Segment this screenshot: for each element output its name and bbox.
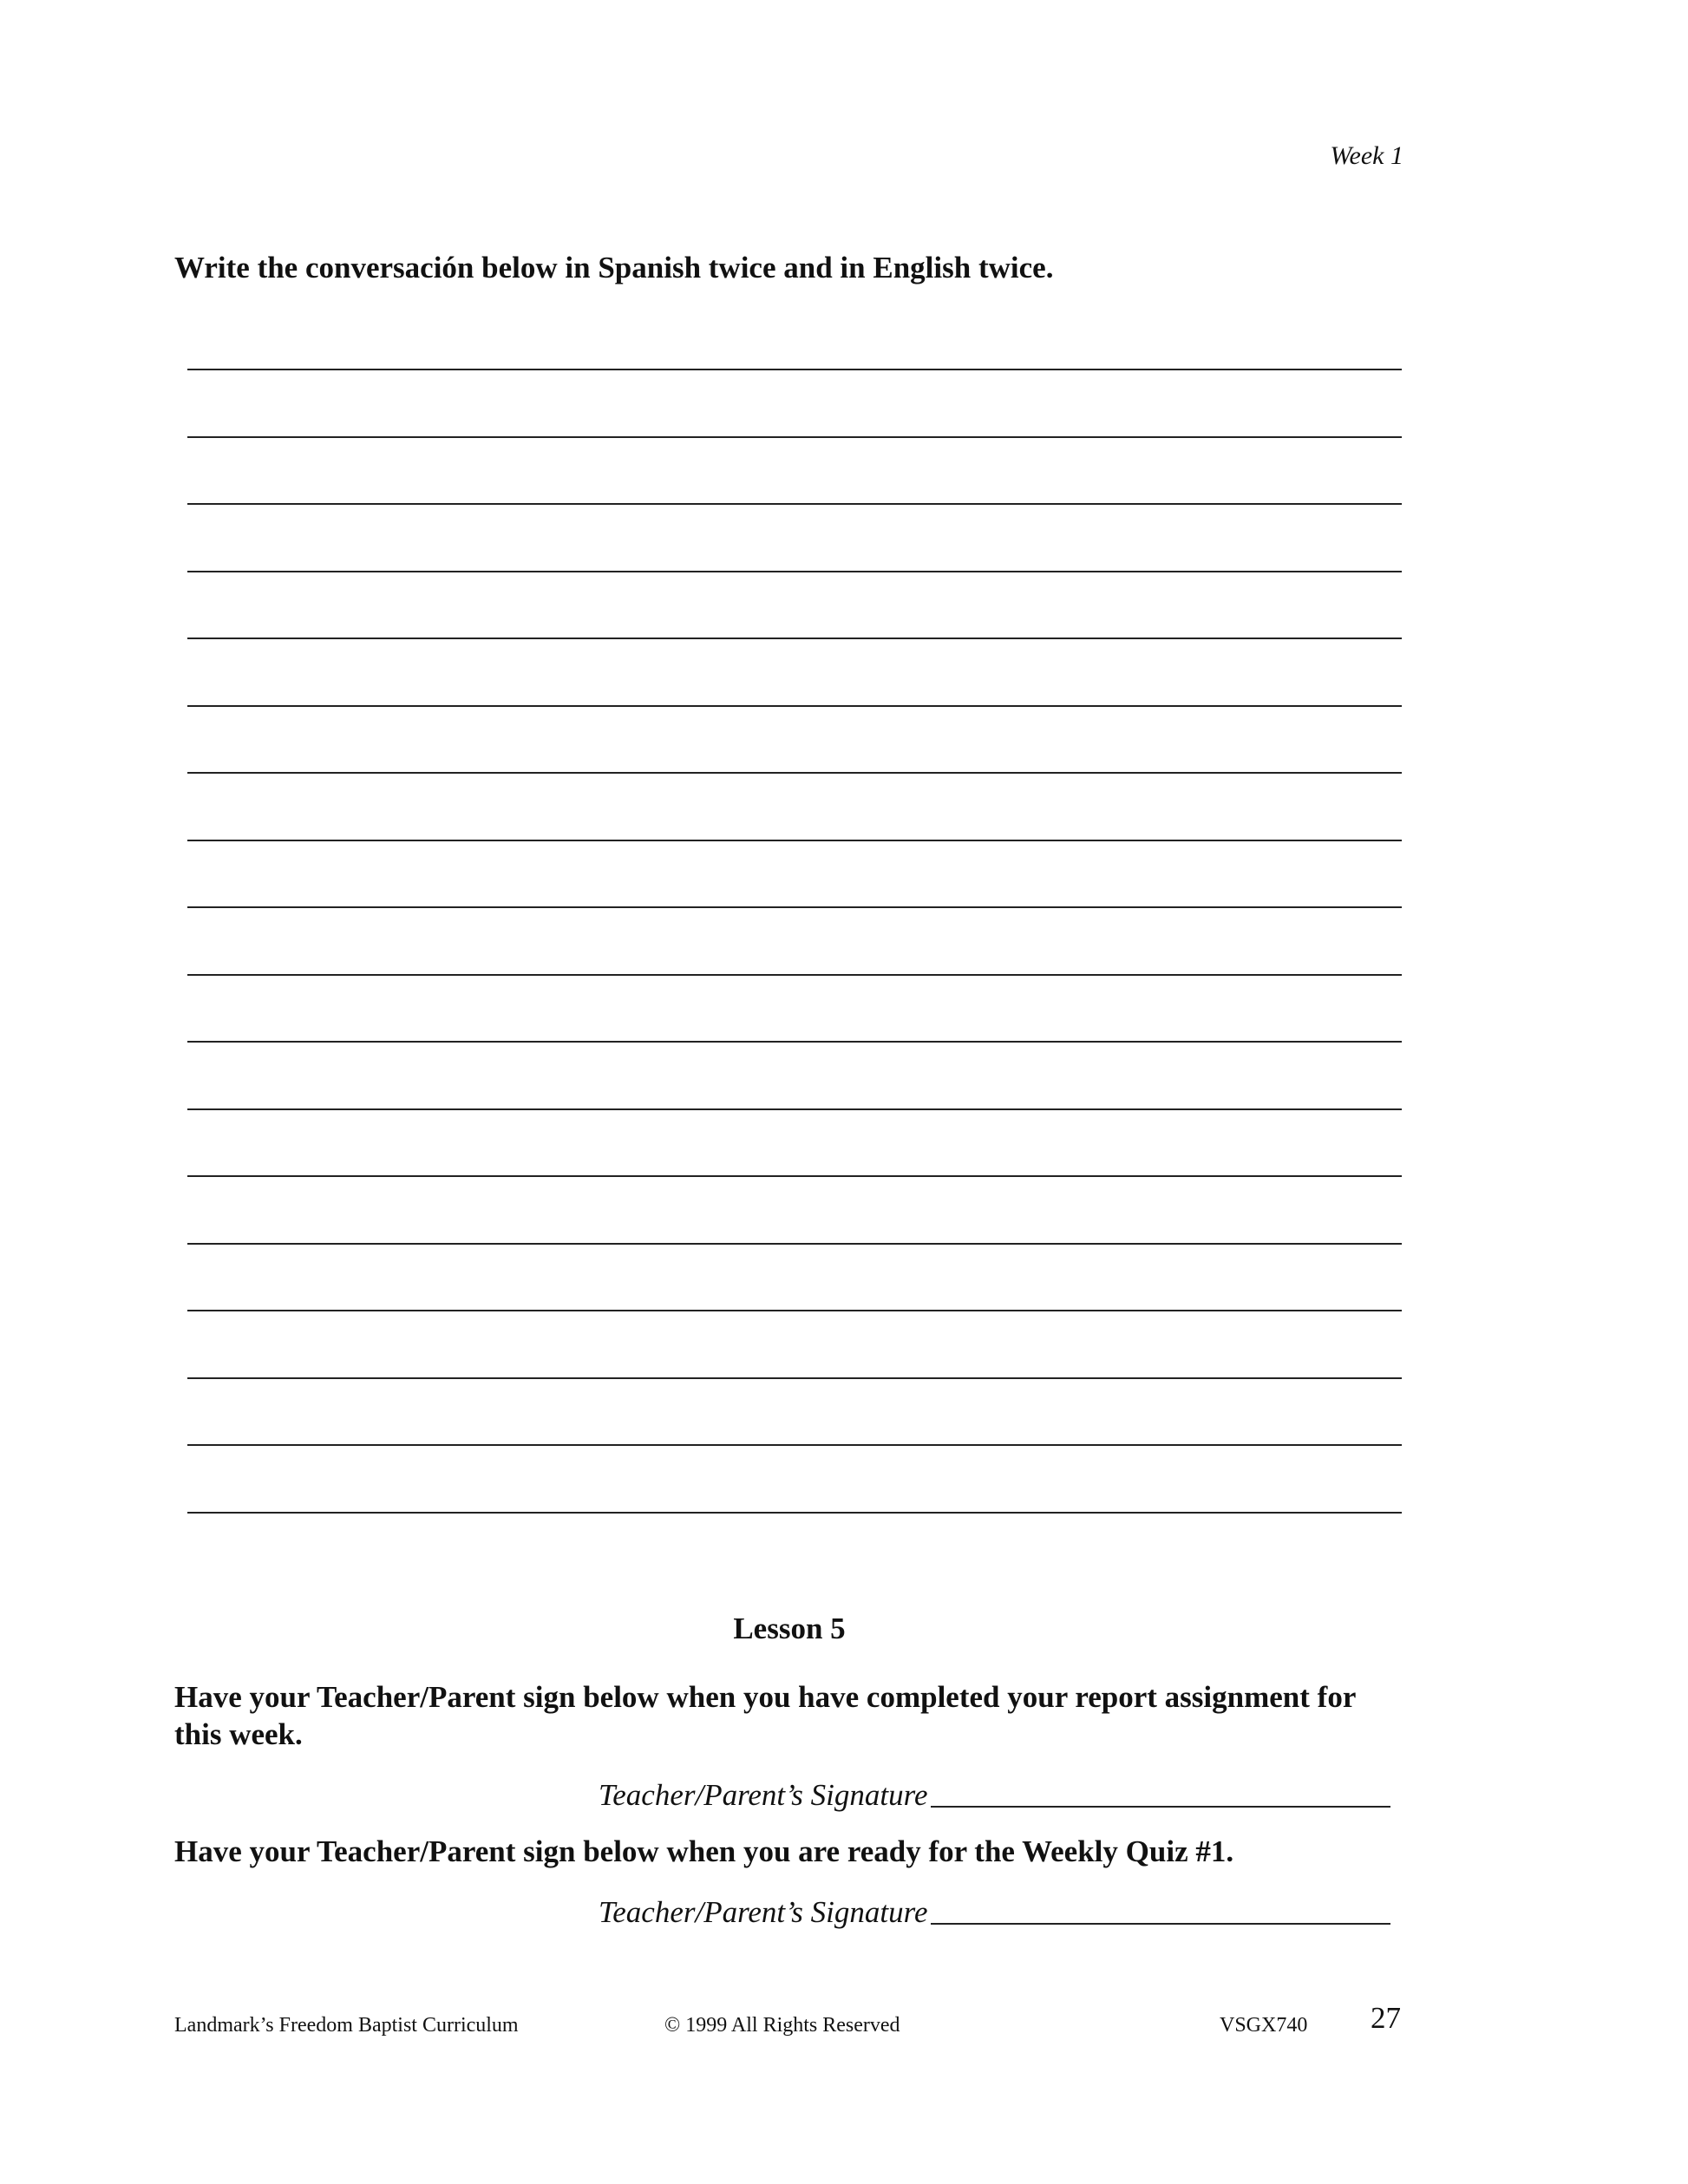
writing-line[interactable] (187, 1110, 1402, 1178)
writing-line[interactable] (187, 572, 1402, 640)
signature-row-report (599, 1778, 1390, 1813)
quiz-instruction: Have your Teacher/Parent sign below when you are ready for the Weekly Quiz #1. (174, 1834, 1234, 1868)
signature-row-quiz (599, 1895, 1390, 1930)
writing-instruction: Write the conversación below in Spanish twice and in English twice. (174, 251, 1054, 284)
signature-line[interactable] (931, 1897, 1390, 1925)
footer-publisher: Landmark’s Freedom Baptist Curriculum (174, 2014, 519, 2037)
writing-line[interactable] (187, 841, 1402, 909)
writing-line[interactable] (187, 370, 1402, 438)
footer-copyright: © 1999 All Rights Reserved (664, 2014, 900, 2037)
writing-line[interactable] (187, 438, 1402, 506)
writing-line[interactable] (187, 908, 1402, 976)
writing-line[interactable] (187, 976, 1402, 1043)
writing-line[interactable] (187, 774, 1402, 841)
report-instruction: Have your Teacher/Parent sign below when you have completed your report assignment for this week. (174, 1680, 1356, 1751)
lesson-title: Lesson 5 (733, 1612, 846, 1645)
week-label: Week 1 (1330, 141, 1403, 170)
writing-line[interactable] (187, 1177, 1402, 1245)
writing-line[interactable] (187, 707, 1402, 775)
writing-lines-area[interactable] (187, 366, 1402, 1514)
signature-label: Teacher/Parent’s Signature (599, 1778, 928, 1812)
page-number: 27 (1371, 2001, 1401, 2035)
signature-label: Teacher/Parent’s Signature (599, 1895, 928, 1929)
writing-line[interactable] (187, 505, 1402, 572)
writing-line[interactable] (187, 1245, 1402, 1312)
writing-line[interactable] (187, 1043, 1402, 1110)
writing-line[interactable] (187, 1379, 1402, 1447)
signature-line[interactable] (931, 1780, 1390, 1808)
footer-code: VSGX740 (1220, 2014, 1308, 2037)
writing-line[interactable] (187, 1311, 1402, 1379)
writing-line[interactable] (187, 639, 1402, 707)
writing-line[interactable] (187, 1446, 1402, 1514)
